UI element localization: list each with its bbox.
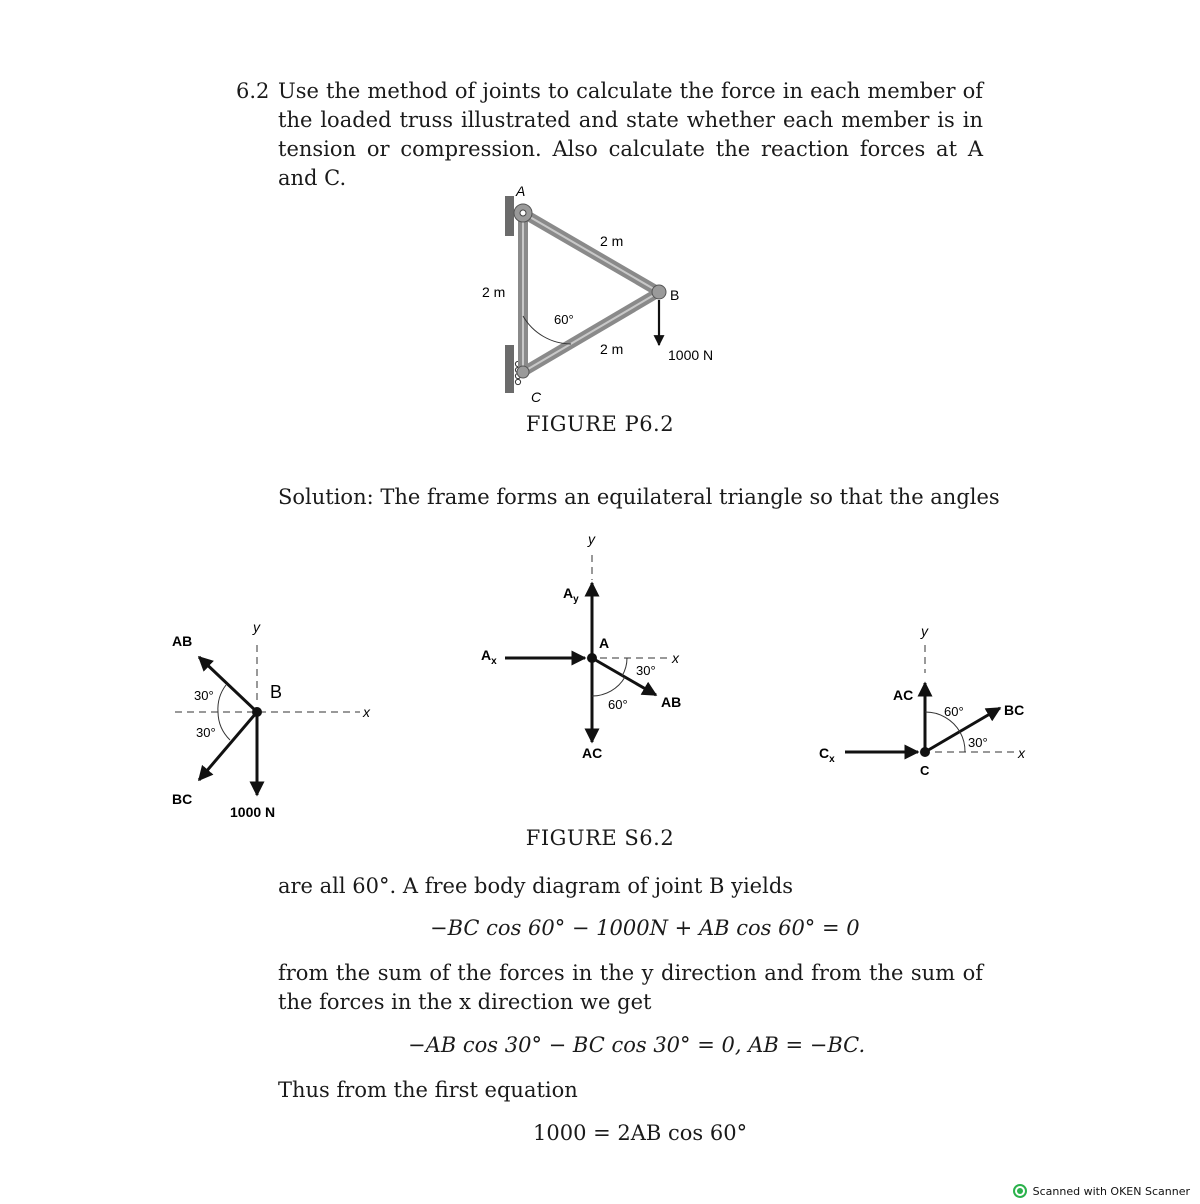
- fbd-joint-b: [172, 619, 371, 820]
- angle-label-30: 30°: [968, 735, 988, 750]
- label-ab: AB: [172, 633, 193, 649]
- label-joint-a: A: [599, 635, 610, 651]
- label-b: B: [670, 287, 680, 303]
- fbd-joint-a: [481, 531, 681, 761]
- angle-label-60: 60°: [608, 697, 628, 712]
- label-ac: AC: [582, 745, 603, 761]
- angle-label-30: 30°: [636, 663, 656, 678]
- force-ab-arrow: [199, 657, 257, 712]
- label-ay: $A_y$: [563, 585, 579, 605]
- label-ax: $A_x$: [481, 647, 497, 667]
- dim-bottom: 2 m: [600, 341, 624, 357]
- label-a: A: [516, 183, 526, 199]
- solution-intro: Solution: The frame forms an equilateral triangle so that the angles: [278, 485, 1000, 509]
- label-cx: $C_x$: [819, 745, 835, 765]
- equation-2: −AB cos 30° − BC cos 30° = 0, AB = −BC.: [408, 1033, 866, 1057]
- text-middle: from the sum of the forces in the y direction and from the sum of the forces in the x direction we get: [278, 961, 983, 1014]
- scanner-logo-icon: [1013, 1184, 1027, 1198]
- figure-p62-truss: [482, 183, 713, 405]
- x-axis-label: x: [363, 704, 370, 720]
- angle-label-60: 60°: [944, 704, 964, 719]
- text-after-figure: are all 60°. A free body diagram of joint B yields: [278, 874, 794, 898]
- load-label: 1000 N: [668, 347, 714, 363]
- angle-arc-bottom: [218, 712, 230, 740]
- equation-1: −BC cos 60° − 1000N + AB cos 60° = 0: [430, 916, 860, 940]
- x-axis-label: x: [1018, 745, 1025, 761]
- pin-c: [517, 366, 529, 378]
- angle-label-bottom: 30°: [196, 725, 216, 740]
- angle-label: 60°: [554, 312, 574, 327]
- scanner-text: Scanned with OKEN Scanner: [1032, 1184, 1190, 1198]
- figure-p62-caption: FIGURE P6.2: [525, 412, 675, 436]
- angle-arc-30: [622, 658, 627, 676]
- angle-label-top: 30°: [194, 688, 214, 703]
- load-label: 1000 N: [230, 804, 276, 820]
- y-axis-label: y: [921, 623, 928, 639]
- dim-left: 2 m: [482, 284, 506, 300]
- angle-arc-top: [218, 685, 226, 712]
- wall-support-a: [505, 196, 514, 236]
- label-ab: AB: [661, 694, 682, 710]
- label-joint-c: C: [920, 763, 930, 778]
- force-bc-arrow: [199, 712, 257, 780]
- angle-arc-60: [592, 677, 625, 696]
- label-bc: BC: [1004, 702, 1025, 718]
- fbd-joint-c: [819, 623, 1026, 778]
- text-thus: Thus from the first equation: [278, 1078, 578, 1102]
- wall-support-c: [505, 345, 514, 393]
- x-axis-label: x: [672, 650, 679, 666]
- y-axis-label: y: [253, 619, 260, 635]
- y-axis-label: y: [588, 531, 595, 547]
- figure-s62-caption: FIGURE S6.2: [525, 826, 675, 850]
- dim-top: 2 m: [600, 233, 624, 249]
- angle-arc-30: [960, 732, 965, 752]
- label-c: C: [531, 389, 542, 405]
- label-ac: AC: [893, 687, 914, 703]
- label-joint-b: B: [270, 682, 283, 702]
- problem-text: Use the method of joints to calculate the force in each member of the loaded truss illustrated and state whether each member is in tension or compression. Also calculate the reaction forces at A and C.: [278, 79, 983, 190]
- problem-number: 6.2: [236, 79, 270, 103]
- scanner-badge: [1013, 1184, 1190, 1198]
- label-bc: BC: [172, 791, 193, 807]
- pin-b: [652, 285, 666, 299]
- equation-3: 1000 = 2AB cos 60°: [533, 1121, 748, 1145]
